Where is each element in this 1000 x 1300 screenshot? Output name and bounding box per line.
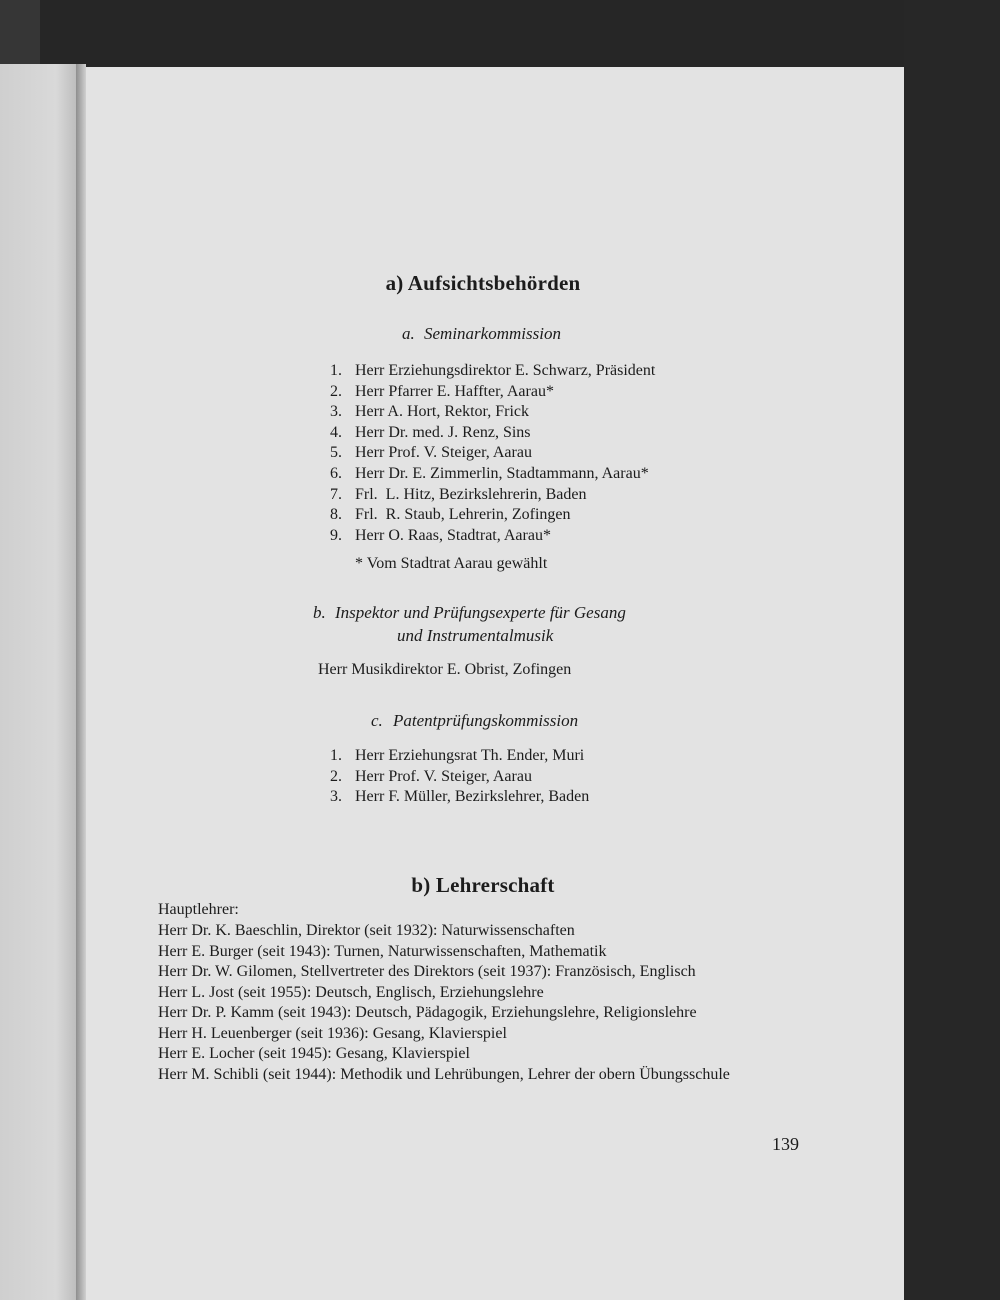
item-number: 2. [330,382,342,400]
item-text: Herr Erziehungsrat Th. Ender, Muri [355,747,585,764]
item-text: Herr Erziehungsdirektor E. Schwarz, Präsident [355,362,656,379]
item-number: 5. [330,444,342,462]
item-number: 1. [330,362,342,379]
item-text: Herr A. Hort, Rektor, Frick [355,403,529,421]
subsection-c-title: Patentprüfungskommission [393,711,579,730]
subsection-c-label: c. [371,711,383,730]
teacher-entry: Herr E. Locher (seit 1945): Gesang, Klavierspiel [158,1045,470,1062]
item-number: 3. [330,403,342,421]
teacher-entry: Herr H. Leuenberger (seit 1936): Gesang, Klavierspiel [158,1024,507,1042]
inspector-entry: Herr Musikdirektor E. Obrist, Zofingen [318,661,572,678]
subsection-a-label: a. [402,324,415,343]
subsection-b-label: b. [313,603,326,622]
list-item [330,746,589,767]
item-number: 4. [330,423,342,441]
list-item [330,382,655,403]
item-text: Frl. R. Staub, Lehrerin, Zofingen [355,506,571,524]
item-number: 1. [330,747,342,764]
page-number: 139 [772,1134,799,1154]
seminarkommission-list [330,361,655,546]
item-text: Frl. L. Hitz, Bezirkslehrerin, Baden [355,485,587,503]
subsection-b-title-line1: Inspektor und Prüfungsexperte für Gesang [335,603,626,622]
patentpruefungskommission-list [330,746,589,808]
list-item [330,423,655,444]
item-number: 7. [330,485,342,503]
item-number: 3. [330,788,342,806]
teacher-entry: Herr L. Jost (seit 1955): Deutsch, Englisch, Erziehungslehre [158,983,544,1001]
teacher-entry: Herr E. Burger (seit 1943): Turnen, Naturwissenschaften, Mathematik [158,942,607,960]
item-text: Herr O. Raas, Stadtrat, Aarau* [355,526,551,544]
item-text: Herr Dr. med. J. Renz, Sins [355,423,531,441]
footnote: * Vom Stadtrat Aarau gewählt [355,555,548,572]
item-number: 8. [330,506,342,524]
item-text: Herr F. Müller, Bezirkslehrer, Baden [355,788,590,806]
list-item [330,767,589,788]
list-item [330,443,655,464]
list-item [330,361,655,382]
list-item [330,787,589,808]
teacher-entry: Herr Dr. W. Gilomen, Stellvertreter des Direktors (seit 1937): Französisch, Englisch [158,963,696,980]
item-text: Herr Prof. V. Steiger, Aarau [355,767,532,785]
subsection-c-heading [371,711,578,731]
book-gutter [76,64,86,1300]
item-text: Herr Dr. E. Zimmerlin, Stadtammann, Aarau* [355,464,649,482]
list-item [330,505,655,526]
item-number: 9. [330,526,342,544]
subsection-b-heading [313,603,626,623]
scan-background-right [904,0,1000,1300]
item-number: 2. [330,767,342,785]
list-item [330,526,655,547]
item-text: Herr Prof. V. Steiger, Aarau [355,444,532,462]
hauptlehrer-label: Hauptlehrer: [158,901,239,918]
teacher-entry: Herr Dr. K. Baeschlin, Direktor (seit 1932): Naturwissenschaften [158,922,575,939]
teacher-entry: Herr Dr. P. Kamm (seit 1943): Deutsch, Pädagogik, Erziehungslehre, Religionslehre [158,1004,697,1021]
section-b-heading: b) Lehrerschaft [411,873,555,897]
list-item [330,402,655,423]
subsection-b-title-line2: und Instrumentalmusik [397,626,554,645]
list-item [330,485,655,506]
teacher-entry: Herr M. Schibli (seit 1944): Methodik und Lehrübungen, Lehrer der obern Übungsschule [158,1065,730,1083]
list-item [330,464,655,485]
subsection-a-heading [402,324,561,344]
subsection-a-title: Seminarkommission [424,324,561,343]
section-a-heading: a) Aufsichtsbehörden [385,271,581,295]
facing-page-edge [0,64,80,1300]
item-text: Herr Pfarrer E. Haffter, Aarau* [355,382,554,400]
item-number: 6. [330,464,342,482]
book-page [84,67,904,1300]
teacher-list [158,921,818,1085]
